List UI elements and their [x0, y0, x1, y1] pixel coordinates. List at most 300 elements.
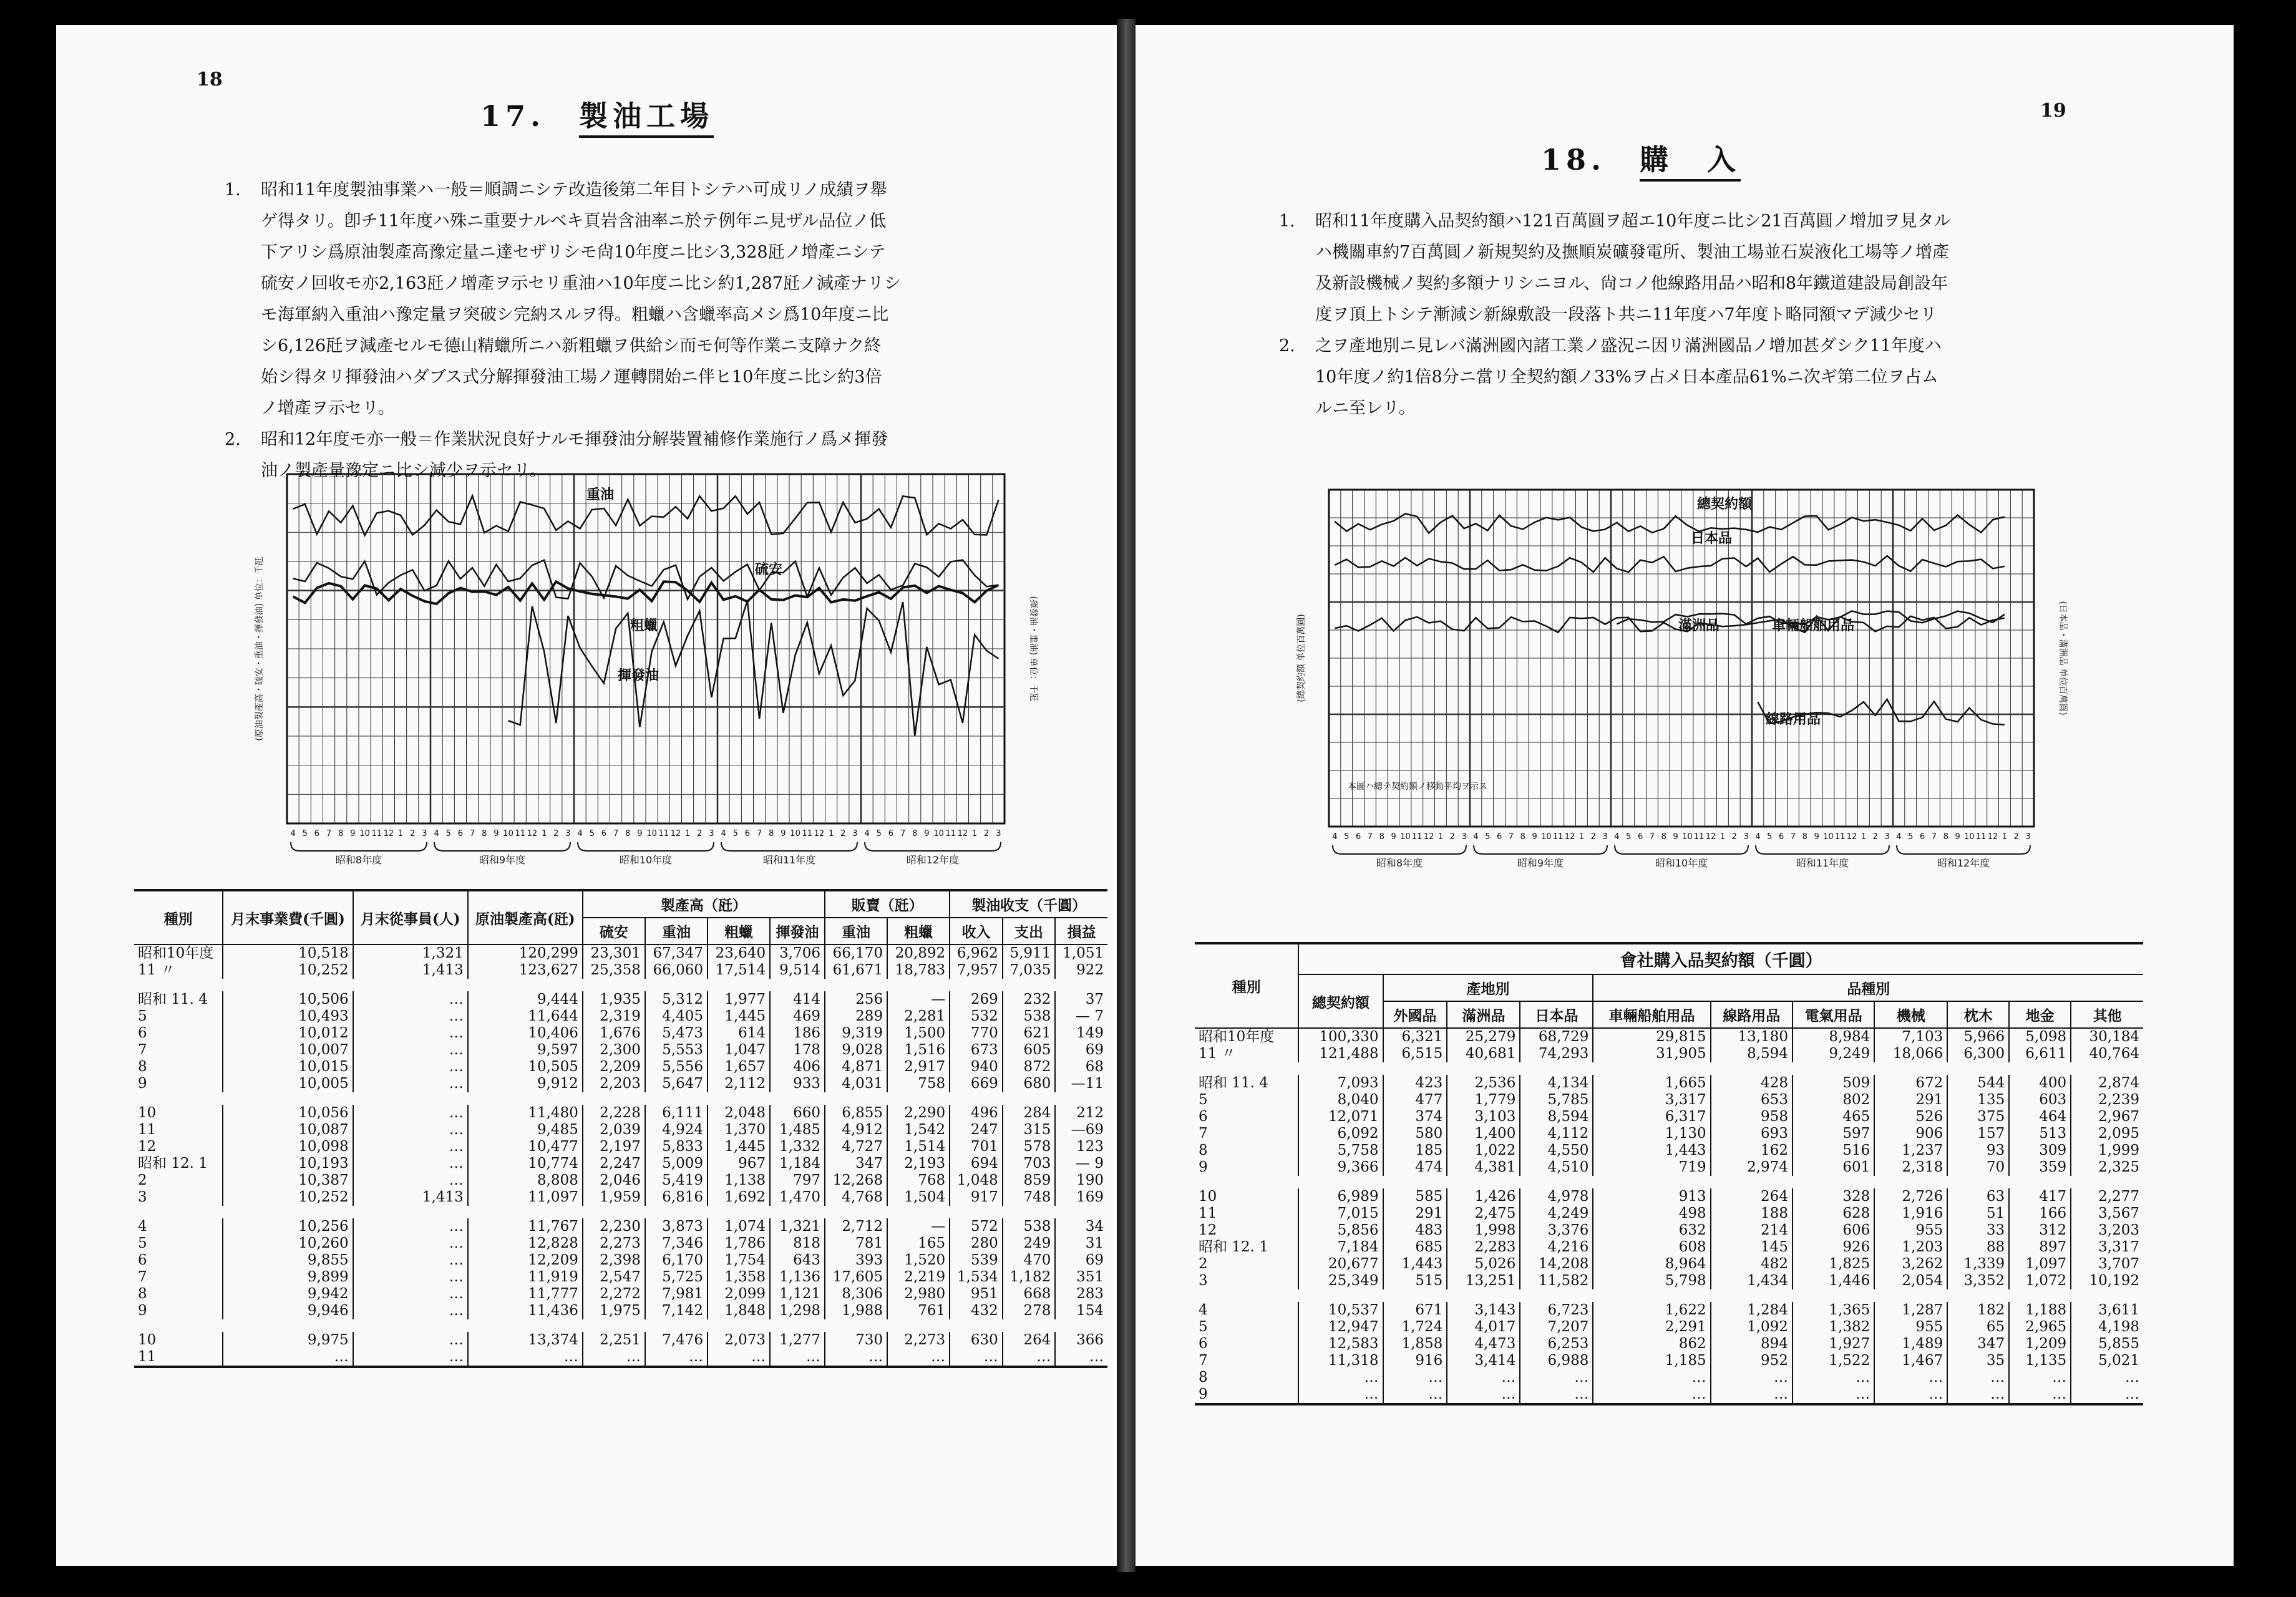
table-cell: 2,039 [583, 1122, 645, 1138]
table-cell: … [1055, 1349, 1107, 1367]
table-cell: 913 [1593, 1188, 1710, 1205]
table-cell: 532 [950, 1008, 1003, 1025]
month-tick: 10 [1682, 832, 1693, 842]
table-cell: … [645, 1349, 708, 1367]
table-cell: 1,470 [770, 1189, 825, 1206]
table-cell: 1,999 [2071, 1142, 2143, 1159]
month-tick: 7 [613, 829, 619, 838]
table-cell: 249 [1003, 1235, 1056, 1252]
year-label: 昭和11年度 [762, 854, 816, 866]
table-cell: 4,871 [825, 1059, 887, 1075]
table-cell: 10,518 [223, 944, 353, 962]
table-cell: 145 [1711, 1239, 1793, 1256]
table-cell: 2,099 [708, 1286, 770, 1303]
row-label: 昭和10年度 [1199, 1029, 1275, 1045]
table-cell: 400 [2009, 1075, 2071, 1092]
month-tick: 12 [1423, 832, 1434, 842]
table-row [134, 944, 1107, 962]
table-cell: 9,366 [1298, 1159, 1383, 1176]
row-label: 9 [1199, 1159, 1208, 1175]
month-tick: 12 [383, 829, 394, 838]
table-cell: 13,251 [1447, 1273, 1520, 1289]
month-tick: 5 [302, 829, 308, 838]
table-cell: … [353, 1025, 468, 1042]
table-cell: 18,066 [1874, 1046, 1947, 1062]
table-cell: … [353, 1332, 468, 1349]
table-cell: 3,143 [1447, 1302, 1520, 1319]
table-cell: 7,184 [1298, 1239, 1383, 1256]
row-label: 6 [138, 1252, 147, 1268]
table-cell: 35 [1947, 1352, 2009, 1369]
row-label: 8 [1199, 1369, 1208, 1386]
month-tick: 8 [1379, 832, 1384, 842]
table-row [1195, 1222, 2143, 1239]
month-tick: 4 [434, 829, 439, 838]
table-row [1195, 1205, 2143, 1222]
table-cell: 483 [1383, 1222, 1447, 1239]
table-cell: 6,723 [1520, 1302, 1593, 1319]
table-cell: 685 [1383, 1239, 1447, 1256]
table-cell: 958 [1711, 1109, 1793, 1125]
table-cell: 1,209 [2009, 1336, 2071, 1352]
table-cell: 922 [1055, 962, 1107, 979]
row-label: 昭和 11. 4 [138, 991, 208, 1007]
row-label: 7 [138, 1042, 147, 1058]
table-cell: 10,506 [223, 991, 353, 1008]
table-cell: 1,779 [1447, 1092, 1520, 1109]
month-tick: 10 [1823, 832, 1834, 842]
table-cell: 123 [1055, 1138, 1107, 1155]
table-cell: … [1947, 1386, 2009, 1404]
row-gap [1195, 1176, 2143, 1188]
column-header: 揮發油 [770, 918, 825, 944]
table-row [134, 1218, 1107, 1235]
month-tick: 12 [1705, 832, 1716, 842]
table-cell: — 9 [1055, 1155, 1107, 1172]
table-cell: 20,677 [1298, 1256, 1383, 1273]
month-tick: 10 [1400, 832, 1411, 842]
table-row [134, 1235, 1107, 1252]
month-tick: 9 [781, 829, 786, 838]
table-cell: 269 [950, 991, 1003, 1008]
table-cell: 10,087 [223, 1122, 353, 1138]
table-cell: 2,398 [583, 1252, 645, 1269]
table-cell: 417 [2009, 1188, 2071, 1205]
table-cell: 31,905 [1593, 1046, 1710, 1062]
column-header-staff: 月末從事員(人) [353, 890, 468, 944]
table-cell: 608 [1593, 1239, 1710, 1256]
table-cell: 31 [1055, 1235, 1107, 1252]
table-cell: 516 [1793, 1142, 1874, 1159]
table-cell: … [353, 1059, 468, 1075]
table-cell: 671 [1383, 1302, 1447, 1319]
table-cell: 17,514 [708, 962, 770, 979]
row-label: 12 [1199, 1222, 1217, 1238]
table-cell: 603 [2009, 1092, 2071, 1109]
table-cell: … [353, 1008, 468, 1025]
year-label: 昭和10年度 [619, 854, 673, 866]
month-tick: 1 [971, 829, 978, 838]
table-cell: 628 [1793, 1205, 1874, 1222]
table-cell: 539 [950, 1252, 1003, 1269]
table-cell: 157 [1947, 1125, 2009, 1142]
month-tick: 2 [1590, 832, 1596, 842]
table-cell: 1,676 [583, 1025, 645, 1042]
table-row [1195, 1188, 2143, 1205]
table-cell: 621 [1003, 1025, 1056, 1042]
table-cell: 955 [1874, 1319, 1947, 1336]
table-cell: 1,858 [1383, 1336, 1447, 1352]
table-cell: 1,413 [353, 962, 468, 979]
table-cell: 162 [1711, 1142, 1793, 1159]
table-cell: 2,300 [583, 1042, 645, 1059]
table-cell: 1,413 [353, 1189, 468, 1206]
table-cell: 25,358 [583, 962, 645, 979]
table-cell: 5,725 [645, 1269, 708, 1286]
table-cell: … [1447, 1369, 1520, 1386]
table-cell: 5,473 [645, 1025, 708, 1042]
table-cell: 283 [1055, 1286, 1107, 1303]
table-cell: 630 [950, 1332, 1003, 1349]
table-cell: 3,317 [1593, 1092, 1710, 1109]
table-cell: 1,534 [950, 1269, 1003, 1286]
table-cell: 291 [1383, 1205, 1447, 1222]
table-cell: 2,967 [2071, 1109, 2143, 1125]
month-tick: 1 [397, 829, 404, 838]
table-cell: 10,005 [223, 1075, 353, 1092]
table-cell: 10,477 [468, 1138, 583, 1155]
table-cell: 70 [1947, 1159, 2009, 1176]
paragraph-text: 昭和11年度購入品契約額ハ121百萬圓ヲ超エ10年度ニ比シ21百萬圓ノ增加ヲ見タル [1315, 211, 1951, 231]
table-cell: 51 [1947, 1205, 2009, 1222]
month-tick: 6 [457, 829, 464, 838]
column-header: 枕木 [1947, 1001, 2009, 1028]
table-cell: 8,984 [1793, 1028, 1874, 1046]
year-brace [1756, 845, 1889, 854]
column-header: 重油 [825, 918, 887, 944]
table-cell: 1,514 [887, 1138, 950, 1155]
paragraph-line: ノ增產ヲ示セリ。 [261, 399, 395, 418]
month-tick: 5 [1485, 832, 1491, 842]
month-tick: 4 [1614, 832, 1620, 842]
table-cell: 6,253 [1520, 1336, 1593, 1352]
table-cell: 186 [770, 1025, 825, 1042]
column-header: 滿洲品 [1447, 1001, 1520, 1028]
table-cell: 11,777 [468, 1286, 583, 1303]
table-cell: … [708, 1349, 770, 1367]
row-label: 9 [138, 1303, 147, 1319]
table-cell: 3,873 [645, 1218, 708, 1235]
month-tick: 3 [1884, 832, 1890, 842]
month-tick: 4 [290, 829, 296, 838]
column-group-origin: 產地別 [1383, 974, 1593, 1001]
table-cell: 4,978 [1520, 1188, 1593, 1205]
table-cell: 1,074 [708, 1218, 770, 1235]
table-cell: 232 [1003, 991, 1056, 1008]
table-cell: 3,376 [1520, 1222, 1593, 1239]
table-cell: 2,112 [708, 1075, 770, 1092]
table-cell: 1,445 [708, 1138, 770, 1155]
table-cell: 289 [825, 1008, 887, 1025]
column-header: 機械 [1874, 1001, 1947, 1028]
paragraph-line: シ6,126瓩ヲ減產セルモ德山精蠟所ニハ新粗蠟ヲ供給シ而モ何等作業ニ支障ナク終 [261, 336, 882, 356]
row-label: 9 [138, 1075, 147, 1092]
series-annotation: 揮發油 [618, 668, 659, 684]
table-cell: 1,959 [583, 1189, 645, 1206]
table-cell: … [2071, 1369, 2143, 1386]
table-cell: 1,542 [887, 1122, 950, 1138]
year-brace [578, 842, 714, 851]
year-label: 昭和9年度 [1517, 857, 1564, 869]
row-label: 6 [138, 1025, 147, 1041]
left-chart-svg [250, 462, 1042, 873]
month-tick: 5 [1908, 832, 1914, 842]
table-cell: 1,203 [1874, 1239, 1947, 1256]
table-cell: 572 [950, 1218, 1003, 1235]
table-cell: 2,980 [887, 1286, 950, 1303]
table-cell: … [1383, 1386, 1447, 1404]
paragraph-line [1279, 206, 2109, 237]
month-tick: 10 [646, 829, 657, 838]
column-header: 硫安 [583, 918, 645, 944]
table-cell: 632 [1593, 1222, 1710, 1239]
month-tick: 4 [864, 829, 870, 838]
table-cell: 496 [950, 1105, 1003, 1122]
table-cell: 1,935 [583, 991, 645, 1008]
month-tick: 9 [494, 829, 499, 838]
month-tick: 4 [1473, 832, 1479, 842]
month-tick: 9 [1391, 832, 1396, 842]
month-tick: 6 [1496, 832, 1502, 842]
table-cell: 758 [887, 1075, 950, 1092]
table-cell: … [1593, 1369, 1710, 1386]
section-title: 購 入 [1640, 143, 1741, 182]
table-cell: 498 [1593, 1205, 1710, 1222]
table-cell: 423 [1383, 1075, 1447, 1092]
table-cell: 862 [1593, 1336, 1710, 1352]
table-cell: 14,208 [1520, 1256, 1593, 1273]
table-row [1195, 1302, 2143, 1319]
table-cell: 5,833 [645, 1138, 708, 1155]
table-row [134, 1008, 1107, 1025]
table-cell: 2,281 [887, 1008, 950, 1025]
table-cell: … [1793, 1369, 1874, 1386]
table-cell: 818 [770, 1235, 825, 1252]
table-cell: 2,475 [1447, 1205, 1520, 1222]
table-cell: 66,170 [825, 944, 887, 962]
table-cell: 470 [1003, 1252, 1056, 1269]
row-label: 5 [138, 1235, 147, 1251]
table-cell: 2,272 [583, 1286, 645, 1303]
table-cell: 1,092 [1711, 1319, 1793, 1336]
table-cell: 1,426 [1447, 1188, 1520, 1205]
table-cell: 4,112 [1520, 1125, 1593, 1142]
table-cell: 2,054 [1874, 1273, 1947, 1289]
month-tick: 2 [2013, 832, 2019, 842]
paragraph-number: 1. [1279, 211, 1295, 231]
table-cell: 694 [950, 1155, 1003, 1172]
table-cell: 2,291 [1593, 1319, 1710, 1336]
table-cell: 1,485 [770, 1122, 825, 1138]
table-cell: 374 [1383, 1109, 1447, 1125]
table-cell: … [353, 1105, 468, 1122]
table-cell: 264 [1003, 1332, 1056, 1349]
month-tick: 11 [1693, 832, 1705, 842]
series-annotation: 硫安 [755, 562, 783, 578]
month-tick: 1 [2002, 832, 2008, 842]
month-tick: 6 [1778, 832, 1784, 842]
table-cell: 2,203 [583, 1075, 645, 1092]
table-cell: … [583, 1349, 645, 1367]
table-cell: 1,138 [708, 1172, 770, 1189]
section-title-left [480, 94, 714, 135]
table-cell: 10,007 [223, 1042, 353, 1059]
table-cell: 4,510 [1520, 1159, 1593, 1176]
table-cell: … [1298, 1386, 1383, 1404]
table-cell: 6,988 [1520, 1352, 1593, 1369]
table-cell: 278 [1003, 1303, 1056, 1319]
paragraph-line [1279, 331, 2109, 362]
table-cell: 2,219 [887, 1269, 950, 1286]
table-cell: 894 [1711, 1336, 1793, 1352]
table-cell: 12,209 [468, 1252, 583, 1269]
table-cell: 7,346 [645, 1235, 708, 1252]
table-row [134, 1332, 1107, 1349]
row-label: 10 [138, 1105, 157, 1121]
table-cell: 464 [2009, 1109, 2071, 1125]
table-cell: 906 [1874, 1125, 1947, 1142]
month-tick: 12 [1846, 832, 1857, 842]
month-tick: 5 [1626, 832, 1632, 842]
table-cell: 3,707 [2071, 1256, 2143, 1273]
year-brace [1897, 845, 2030, 854]
table-cell: 11,919 [468, 1269, 583, 1286]
table-row [1195, 1319, 2143, 1336]
month-tick: 9 [924, 829, 930, 838]
month-tick: 8 [1943, 832, 1948, 842]
month-tick: 7 [469, 829, 475, 838]
table-cell: 393 [825, 1252, 887, 1269]
table-cell: 2,048 [708, 1105, 770, 1122]
table-cell: 3,352 [1947, 1273, 2009, 1289]
table-row [1195, 1046, 2143, 1062]
table-cell: 614 [708, 1025, 770, 1042]
table-cell: 23,640 [708, 944, 770, 962]
month-tick: 12 [957, 829, 968, 838]
column-header: 重油 [645, 918, 708, 944]
table-cell: 3,414 [1447, 1352, 1520, 1369]
paragraph-line: ゲ得タリ。卽チ11年度ハ殊ニ重要ナルベキ頁岩含油率ニ於テ例年ニ見ザル品位ノ低 [261, 211, 887, 231]
table-cell: 4,912 [825, 1122, 887, 1138]
row-gap [134, 1092, 1107, 1105]
month-tick: 6 [1919, 832, 1925, 842]
table-cell: 580 [1383, 1125, 1447, 1142]
table-cell: 7,957 [950, 962, 1003, 979]
series-annotation: 日本品 [1691, 531, 1733, 546]
table-cell: 61,671 [825, 962, 887, 979]
table-cell: 375 [1947, 1109, 2009, 1125]
table-cell: 284 [1003, 1105, 1056, 1122]
row-label: 7 [138, 1269, 147, 1285]
right-paragraphs [1279, 206, 2109, 424]
paragraph-text: 昭和12年度モ亦一般＝作業狀況良好ナルモ揮發油分解裝置補修作業施行ノ爲メ揮發 [261, 430, 888, 449]
table-cell: 154 [1055, 1303, 1107, 1319]
table-cell: 6,816 [645, 1189, 708, 1206]
table-cell: … [353, 1286, 468, 1303]
table-cell: — [887, 991, 950, 1008]
table-cell: 1,365 [1793, 1302, 1874, 1319]
paragraph-line: 10年度ノ約1倍8分ニ當リ全契約額ノ33%ヲ占メ日本產品61%ニ次ギ第二位ヲ占ム [1315, 367, 1938, 387]
month-tick: 5 [1344, 832, 1350, 842]
table-row [134, 979, 1107, 991]
table-cell: … [353, 1042, 468, 1059]
table-cell: 5,758 [1298, 1142, 1383, 1159]
month-tick: 3 [996, 829, 1001, 838]
table-cell: 1,622 [1593, 1302, 1710, 1319]
table-cell: 1,786 [708, 1235, 770, 1252]
year-brace [1615, 845, 1748, 854]
row-label: 8 [138, 1286, 147, 1302]
table-cell: … [353, 1138, 468, 1155]
table-cell: 2,197 [583, 1138, 645, 1155]
month-tick: 2 [553, 829, 559, 838]
month-tick: 8 [338, 829, 344, 838]
table-cell: 781 [825, 1235, 887, 1252]
month-tick: 10 [790, 829, 800, 838]
table-cell: 940 [950, 1059, 1003, 1075]
table-cell: 2,917 [887, 1059, 950, 1075]
table-cell: 4,198 [2071, 1319, 2143, 1336]
table-cell: 2,325 [2071, 1159, 2143, 1176]
table-cell: 802 [1793, 1092, 1874, 1109]
left-axis-label: (總契約額 单位百萬圓) [1296, 614, 1306, 702]
table-cell: 315 [1003, 1122, 1056, 1138]
table-cell: 2,974 [1711, 1159, 1793, 1176]
table-cell: … [468, 1349, 583, 1367]
month-tick: 10 [933, 829, 944, 838]
chart-note: 本圖ハ總テ契約額ノ移動平均ヲ示ス [1348, 782, 1487, 792]
month-tick: 5 [732, 829, 738, 838]
month-tick: 11 [802, 829, 813, 838]
row-label: 5 [1199, 1092, 1208, 1108]
table-cell: 69 [1055, 1252, 1107, 1269]
table-cell: … [1383, 1369, 1447, 1386]
table-cell: 1,500 [887, 1025, 950, 1042]
table-cell: 13,374 [468, 1332, 583, 1349]
series-annotation: 總契約額 [1697, 497, 1753, 512]
table-cell: … [353, 991, 468, 1008]
table-cell: 768 [887, 1172, 950, 1189]
month-tick: 8 [482, 829, 487, 838]
table-cell: 509 [1793, 1075, 1874, 1092]
table-cell: 515 [1383, 1273, 1447, 1289]
table-cell: 4,017 [1447, 1319, 1520, 1336]
paragraph-number: 1. [225, 180, 241, 200]
year-label: 昭和9年度 [479, 854, 526, 866]
table-cell: 3,611 [2071, 1302, 2143, 1319]
month-tick: 9 [1673, 832, 1678, 842]
row-label: 8 [1199, 1142, 1208, 1158]
table-row [134, 1059, 1107, 1075]
table-cell: 6,855 [825, 1105, 887, 1122]
table-cell: 214 [1711, 1222, 1793, 1239]
table-cell: 10,192 [2071, 1273, 2143, 1289]
table-cell: 10,493 [223, 1008, 353, 1025]
section-number: 17. [480, 99, 546, 133]
table-cell: 10,015 [223, 1059, 353, 1075]
row-label: 11 [138, 1122, 157, 1138]
table-cell: 5,785 [1520, 1092, 1593, 1109]
